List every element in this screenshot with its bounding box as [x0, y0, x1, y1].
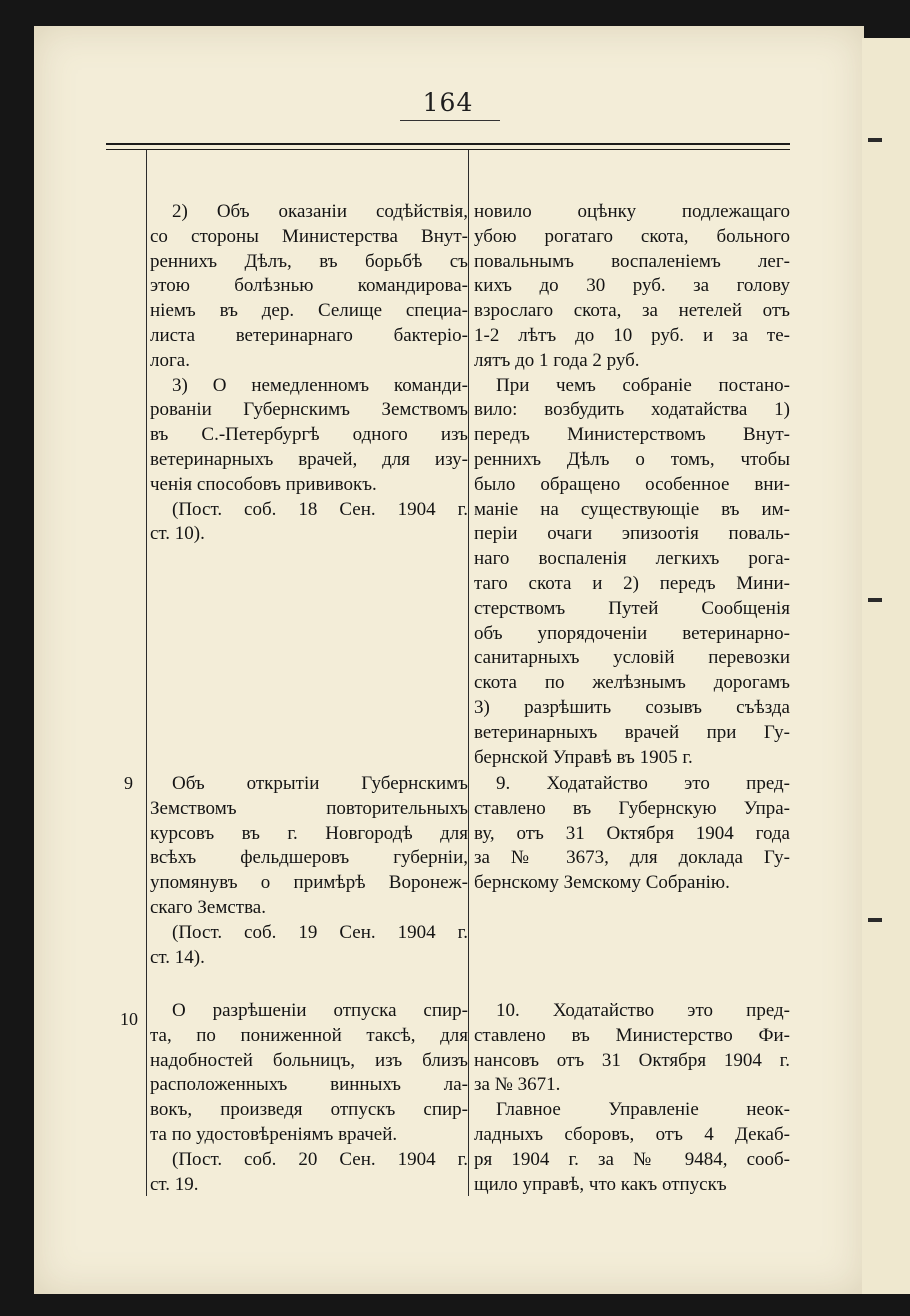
page-number: 164 [422, 88, 474, 117]
text-line: 9. Ходатайство это пред- [496, 773, 790, 794]
entry-resolution-text [474, 772, 790, 896]
text-line: манiе на существующiе въ им- [474, 498, 790, 520]
text-line: 1-2 лѣтъ до 10 руб. и за те- [474, 324, 790, 346]
text-line: нiемъ въ дер. Селище специа- [150, 300, 468, 322]
text-line: бернской Управѣ въ 1905 г. [474, 746, 693, 768]
text-line: наго воспаленiя легкихъ рога- [474, 548, 790, 570]
entry-number: 10 [120, 1009, 138, 1029]
text-line: было обращено особенное вни- [474, 473, 790, 495]
text-line: повальнымъ воспаленiемъ лег- [474, 250, 790, 272]
text-line: всѣхъ фельдшеровъ губернiи, [150, 847, 468, 869]
text-line: перiи очаги эпизоотiя поваль- [474, 523, 790, 545]
text-line: передъ Министерствомъ Внут- [474, 424, 790, 446]
text-line: реннихъ Дѣлъ о томъ, чтобы [474, 448, 790, 470]
column-divider-left [146, 150, 147, 1196]
text-line: Главное Управленiе неок- [496, 1099, 790, 1121]
text-line: листа ветеринарнаго бактерiо- [150, 324, 468, 346]
text-line: ветеринарныхъ врачей, для изу- [150, 448, 468, 470]
text-line: щило управѣ, что какъ отпускъ [474, 1173, 727, 1195]
text-line: 10. Ходатайство это пред- [496, 1000, 790, 1021]
text-line: объ упорядоченiи ветеринарно- [474, 622, 790, 644]
entry-number: 9 [124, 773, 133, 793]
text-line: та по удостовѣренiямъ врачей. [150, 1123, 398, 1145]
text-line: рованiи Губернскимъ Земствомъ [150, 399, 468, 421]
text-line: 3) разрѣшить созывъ съѣзда [474, 696, 790, 718]
text-line: лятъ до 1 года 2 руб. [474, 349, 640, 371]
text-line: (Пост. соб. 20 Сен. 1904 г. [172, 1148, 468, 1170]
text-line: ря 1904 г. за № 9484, сооб- [474, 1148, 790, 1170]
text-line: этою болѣзнью командирова- [150, 275, 468, 297]
text-line: со стороны Министерства Внут- [150, 225, 468, 247]
text-line: въ С.-Петербургѣ одного изъ [150, 424, 468, 446]
text-line: нансовъ отъ 31 Октября 1904 г. [474, 1049, 790, 1071]
text-line: ветеринарныхъ врачей при Гу- [474, 721, 790, 743]
page-number-underline [400, 120, 500, 121]
text-line: ставлено въ Министерство Фи- [474, 1024, 790, 1046]
entry-request-text [150, 999, 468, 1197]
entry-resolution-text [474, 200, 790, 770]
text-line: ст. 19. [150, 1173, 199, 1195]
text-line: кихъ до 30 руб. за голову [474, 275, 790, 297]
text-line: скаго Земства. [150, 896, 266, 918]
text-line: за № 3671. [474, 1074, 561, 1096]
text-line: стерствомъ Путей Сообщенiя [474, 597, 790, 619]
entry-resolution-text [474, 999, 790, 1197]
text-line: новило оцѣнку подлежащаго [474, 201, 790, 222]
text-line: лога. [150, 349, 190, 371]
text-line: Земствомъ повторительныхъ [150, 797, 468, 819]
adjacent-page-edge [862, 38, 910, 1294]
text-line: расположенныхъ винныхъ ла- [150, 1074, 468, 1096]
text-line: ву, отъ 31 Октября 1904 года [474, 822, 790, 844]
text-line: та, по пониженной таксѣ, для [150, 1024, 468, 1046]
column-divider-middle [468, 150, 469, 1196]
text-line: скота по желѣзнымъ дорогамъ [474, 672, 790, 694]
text-line: ст. 14). [150, 946, 205, 968]
entry-request-text [150, 772, 468, 970]
text-line: реннихъ Дѣлъ, въ борьбѣ съ [150, 250, 468, 272]
text-line: бернскому Земскому Собранiю. [474, 872, 730, 894]
text-line: упомянувъ о примѣрѣ Воронеж- [150, 872, 468, 894]
text-line: вило: возбудить ходатайства 1) [474, 399, 790, 421]
table-top-rule-thin [106, 149, 790, 150]
entry-request-text [150, 200, 468, 547]
text-line: ставлено въ Губернскую Упра- [474, 797, 790, 819]
text-line: (Пост. соб. 18 Сен. 1904 г. [172, 498, 468, 520]
text-line: ченiя способовъ прививокъ. [150, 473, 377, 495]
table-top-rule [106, 143, 790, 145]
text-line: 2) Объ оказанiи содѣйствiя, [172, 201, 468, 222]
text-line: О разрѣшенiи отпуска спир- [172, 1000, 468, 1021]
text-line: убою рогатаго скота, больного [474, 225, 790, 247]
text-line: за № 3673, для доклада Гу- [474, 847, 790, 869]
text-line: надобностей больницъ, изъ близъ [150, 1049, 468, 1071]
text-line: (Пост. соб. 19 Сен. 1904 г. [172, 921, 468, 943]
text-line: курсовъ въ г. Новгородѣ для [150, 822, 468, 844]
text-line: вокъ, произведя отпускъ спир- [150, 1099, 468, 1121]
text-line: При чемъ собранiе постано- [496, 374, 790, 396]
text-line: санитарныхъ условiй перевозки [474, 647, 790, 669]
text-line: 3) О немедленномъ команди- [172, 374, 468, 396]
text-line: Объ открытiи Губернскимъ [172, 773, 468, 794]
text-line: взрослаго скота, за нетелей отъ [474, 300, 790, 322]
text-line: таго скота и 2) передъ Мини- [474, 572, 790, 594]
text-line: ладныхъ сборовъ, отъ 4 Декаб- [474, 1123, 790, 1145]
text-line: ст. 10). [150, 523, 205, 545]
